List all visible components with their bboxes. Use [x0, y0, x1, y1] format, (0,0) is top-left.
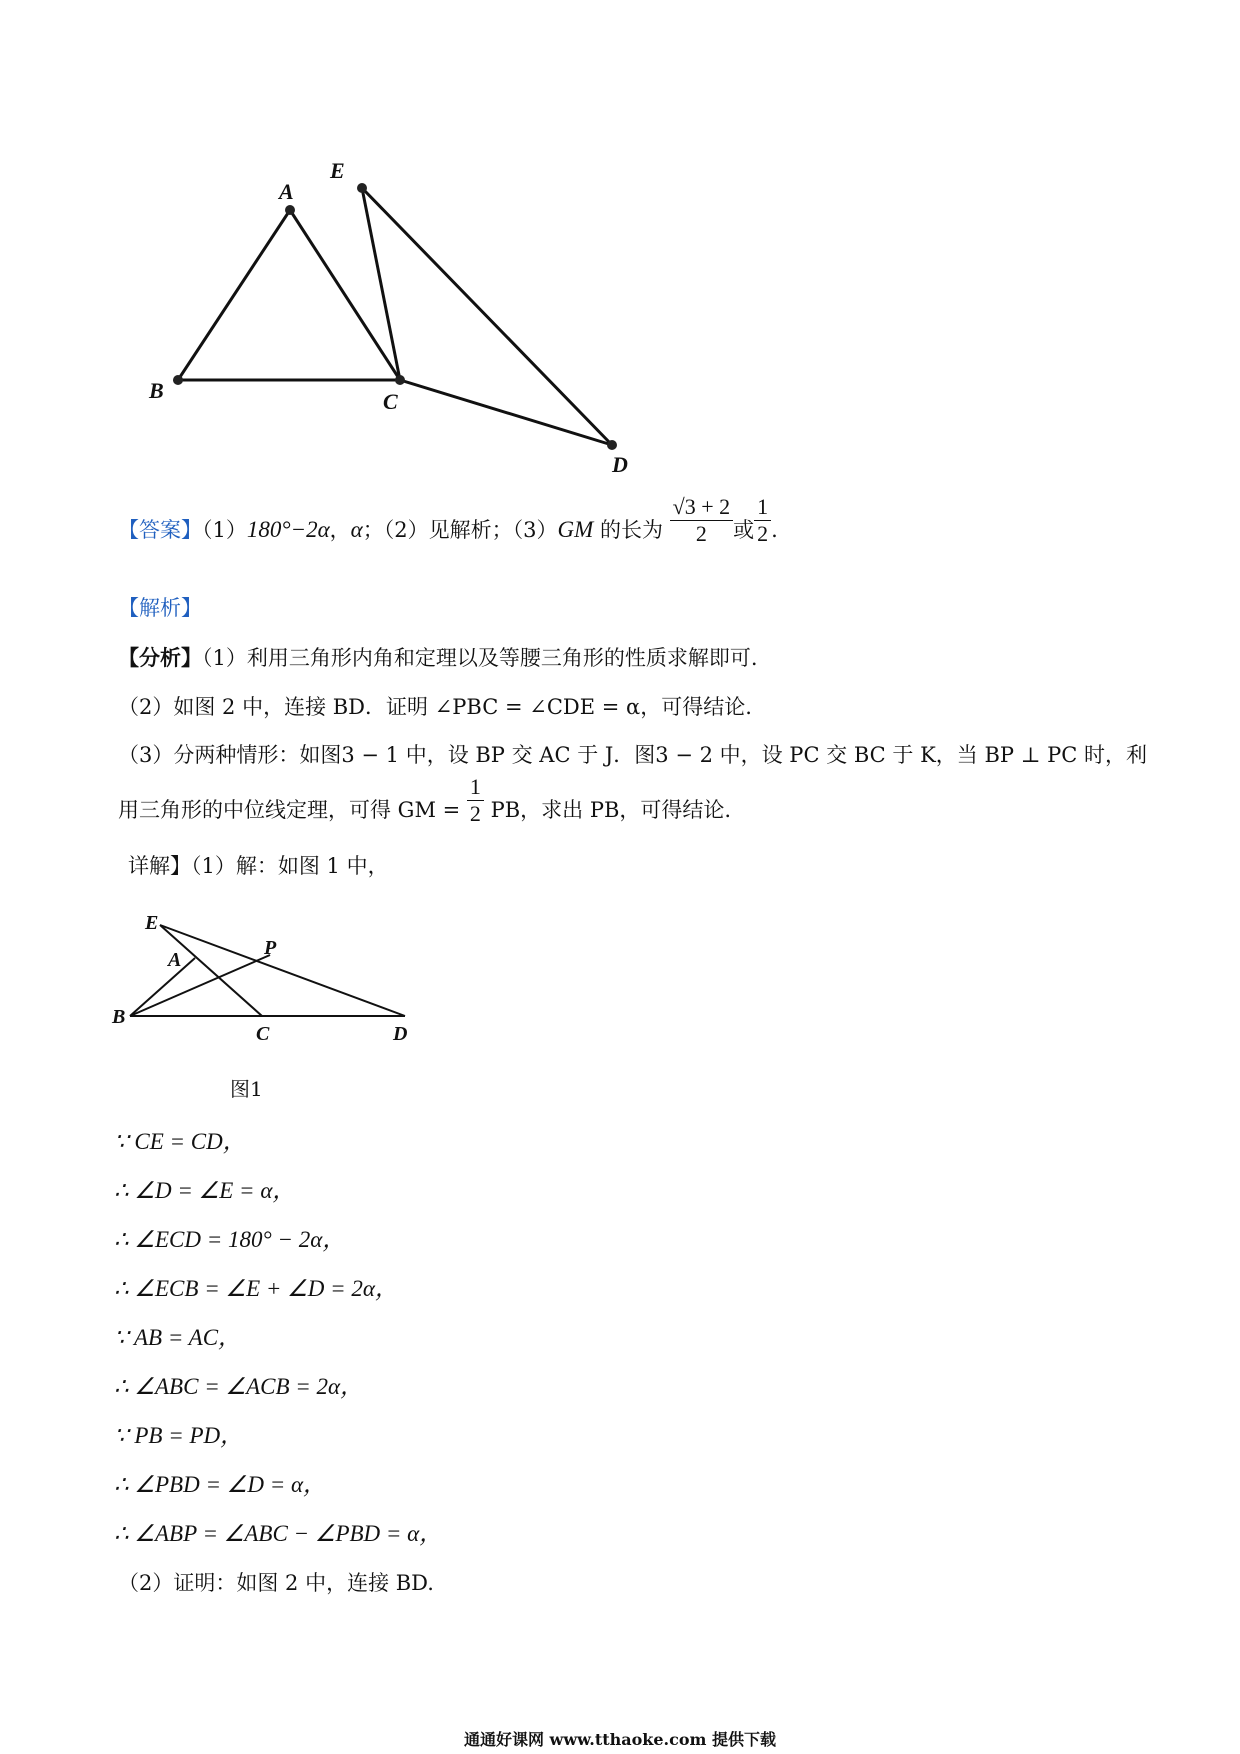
answer-value-2: α — [350, 517, 363, 542]
proof-step-5: ∵ AB = AC， — [114, 1325, 242, 1350]
analysis-line-1 — [118, 644, 758, 672]
answer-part3: 的长为 — [593, 518, 663, 542]
answer-fraction-2: $\frac{1}{2}$ — [754, 494, 771, 547]
fig1-segment-ba — [130, 958, 195, 1016]
answer-part1-prefix: （1） — [202, 518, 247, 542]
fig1-segment-ed — [160, 925, 405, 1016]
answer-sep: ， — [329, 518, 351, 542]
label-c: C — [383, 389, 398, 414]
point-c — [395, 375, 405, 385]
top-geometry-figure — [0, 0, 1240, 480]
analysis-line-3: （3）分两种情形：如图3 − 1 中，设 BP 交 AC 于 J．图3 − 2 中，设 PC 交 BC 于 K，当 BP ⊥ PC 时，利 — [118, 743, 1147, 767]
detail-line: 详解】（1）解：如图 1 中， — [128, 854, 389, 878]
answer-part2: ；（2）见解析；（3） — [362, 518, 558, 542]
proof-step-7: ∵ PB = PD， — [114, 1423, 244, 1448]
footer-source: 通通好课网 www.tthaoke.com 提供下载 — [463, 1730, 777, 1749]
point-e — [357, 183, 367, 193]
proof-step-4: ∴ ∠ECB = ∠E + ∠D = 2α， — [114, 1276, 398, 1301]
analysis-fraction: $\frac{1}{2}$ — [467, 774, 484, 827]
fig1-label-b: B — [112, 1006, 126, 1028]
answer-value-1: 180°−2α — [246, 517, 330, 542]
proof-step-2: ∴ ∠D = ∠E = α， — [114, 1178, 296, 1203]
point-a — [285, 205, 295, 215]
analysis-line-4 — [118, 774, 732, 827]
point-b — [173, 375, 183, 385]
label-b: B — [149, 378, 164, 403]
proof-step-1: ∵ CE = CD， — [114, 1129, 246, 1154]
answer-or: 或 — [733, 518, 755, 542]
answer-gm: GM — [557, 517, 594, 542]
fig1-segment-bp — [130, 955, 270, 1016]
label-d: D — [612, 452, 628, 477]
fig1-label-e: E — [145, 912, 159, 934]
label-a: A — [279, 179, 294, 204]
point-d — [607, 440, 617, 450]
fig1-label-d: D — [393, 1023, 408, 1045]
analysis-tag: 【解析】 — [118, 596, 202, 620]
figure-1-caption: 图1 — [230, 1077, 263, 1101]
proof-step-8: ∴ ∠PBD = ∠D = α， — [114, 1472, 327, 1497]
answer-fraction-1: $\frac{√3 + 2}{2}$ — [670, 494, 733, 547]
fig1-label-a: A — [168, 949, 182, 971]
analysis-text-1: （1）利用三角形内角和定理以及等腰三角形的性质求解即可. — [202, 646, 758, 670]
figure-1 — [0, 900, 520, 1050]
proof-step-3: ∴ ∠ECD = 180° − 2α， — [114, 1227, 346, 1252]
answer-tag: 【答案】 — [118, 518, 202, 542]
answer-line — [118, 494, 778, 547]
label-e: E — [330, 158, 345, 183]
segment-ab — [178, 210, 290, 380]
proof-step-9: ∴ ∠ABP = ∠ABC − ∠PBD = α， — [114, 1521, 443, 1546]
fig1-label-c: C — [256, 1023, 270, 1045]
analysis-line-2: （2）如图 2 中，连接 BD．证明 ∠PBC = ∠CDE = α，可得结论. — [118, 695, 752, 719]
analysis-text-4a: 用三角形的中位线定理，可得 GM = — [118, 798, 467, 822]
fenxi-tag: 【分析】 — [118, 645, 202, 670]
part-2-line: （2）证明：如图 2 中，连接 BD. — [118, 1571, 434, 1595]
answer-end: . — [771, 518, 778, 542]
fig1-label-p: P — [264, 937, 277, 959]
analysis-text-4b: PB，求出 PB，可得结论. — [483, 798, 732, 822]
proof-step-6: ∴ ∠ABC = ∠ACB = 2α， — [114, 1374, 364, 1399]
